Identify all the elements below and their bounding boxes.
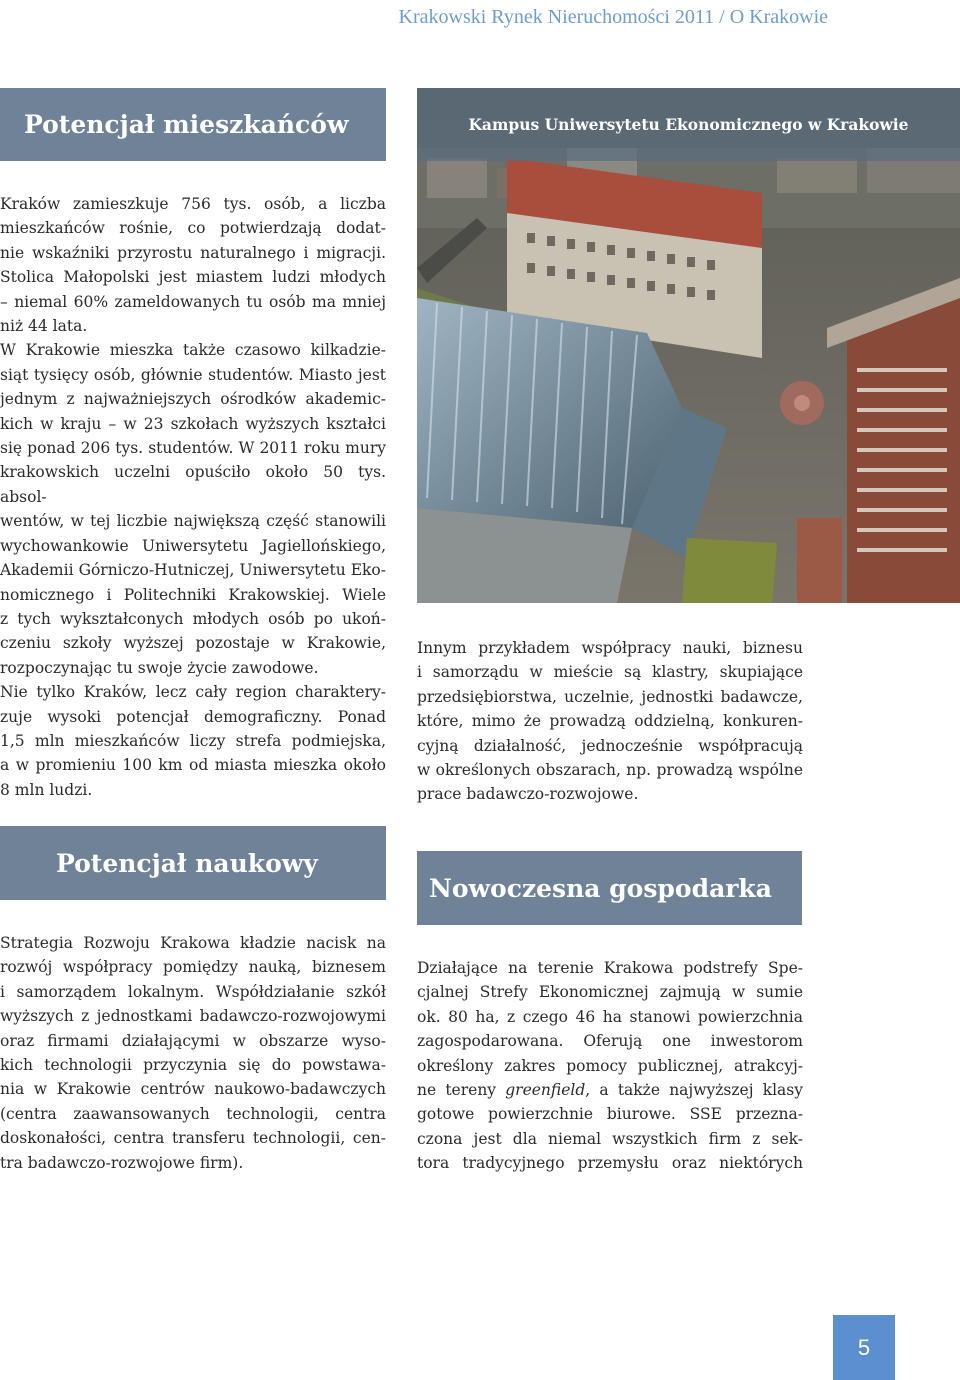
text-line: Działające na terenie Krakowa podstrefy Spe- (417, 959, 803, 977)
text-line: Strategia Rozwoju Krakowa kładzie nacisk na (0, 934, 386, 952)
text-line: W Krakowie mieszka także czasowo kilkadzie- (0, 341, 386, 360)
text-line: czona jest dla niemal wszystkich firm z sek- (417, 1129, 803, 1148)
text-line: się ponad 206 tys. studentów. W 2011 roku mury (0, 439, 386, 458)
economy-paragraph (417, 956, 803, 1176)
text-line: Stolica Małopolski jest miastem ludzi młodych (0, 268, 386, 287)
text-line: 1,5 mln mieszkańców liczy strefa podmiejska, (0, 731, 386, 750)
text-line: tora tradycyjnego przemysłu oraz niektórych (417, 1154, 803, 1173)
text-line: czeniu szkoły wyższej pozostaje w Krakowie, (0, 634, 386, 653)
italic-term: greenfield (505, 1081, 586, 1100)
text-line: tra badawczo-rozwojowe firm). (0, 1153, 244, 1172)
text-line: doskonałości, centra transferu technologii, cen- (0, 1129, 386, 1148)
text-line: rozwój współpracy pomiędzy nauką, biznesem (0, 958, 386, 977)
text-line: niż 44 lata. (0, 317, 88, 336)
text-line: cjalnej Strefy Ekonomicznej zajmują w sumie (417, 983, 803, 1002)
text-line: które, mimo że prowadzą oddzielną, konkuren- (417, 712, 803, 731)
cooperation-paragraph (417, 636, 803, 807)
residents-text (0, 192, 386, 802)
text-line: ok. 80 ha, z czego 46 ha stanowi powierzchnia (417, 1007, 803, 1026)
text-line: kich technologii przyczynia się do powstawa- (0, 1056, 386, 1075)
text-line: nie wskaźniki przyrostu naturalnego i migracji. (0, 243, 386, 262)
residents-paragraph-2 (0, 338, 386, 680)
text-line: i samorządem lokalnym. Współdziałanie szkół (0, 982, 386, 1001)
text-line: nia w Krakowie centrów naukowo-badawczych (0, 1080, 386, 1099)
text-line: zuje wysoki potencjał demograficzny. Ponad (0, 707, 386, 726)
cooperation-text (417, 636, 803, 807)
science-text (0, 931, 386, 1175)
text-line: Innym przykładem współpracy nauki, biznesu (417, 639, 803, 657)
text-line: nomicznego i Politechniki Krakowskiej. Wiele (0, 585, 386, 604)
section-title-science: Potencjał naukowy (0, 826, 386, 900)
text-line: kich w kraju – w 23 szkołach wyższych kształci (0, 414, 386, 433)
text-line: wentów, w tej liczbie największą część stanowili (0, 512, 386, 531)
text-line: Kraków zamieszkuje 756 tys. osób, a liczba (0, 195, 386, 213)
text-line: Akademii Górniczo-Hutniczej, Uniwersytetu Eko- (0, 561, 386, 580)
photo-caption: Kampus Uniwersytetu Ekonomicznego w Krakowie (417, 88, 960, 161)
section-title-residents: Potencjał mieszkańców (0, 88, 386, 161)
text-line: i samorządu w mieście są klastry, skupiające (417, 663, 803, 682)
text-line: przedsiębiorstwa, uczelnie, jednostki badawcze, (417, 687, 803, 706)
text-line-mixed (417, 1078, 803, 1102)
science-paragraph (0, 931, 386, 1175)
text-line: oraz firmami działającymi w obszarze wyso- (0, 1031, 386, 1050)
campus-photo (417, 88, 960, 603)
residents-paragraph-3 (0, 680, 386, 802)
text-line: w określonych obszarach, np. prowadzą wspólne (417, 761, 803, 780)
text-line: mieszkańców rośnie, co potwierdzają dodat- (0, 219, 386, 238)
text-line: określony zakres pomocy publicznej, atrakcyj- (417, 1056, 803, 1075)
text-line: a w promieniu 100 km od miasta mieszka około (0, 756, 386, 775)
text-line: – niemal 60% zameldowanych tu osób ma mniej (0, 292, 386, 311)
text-line: Nie tylko Kraków, lecz cały region charaktery- (0, 683, 386, 702)
text-line: (centra zaawansowanych technologii, centra (0, 1104, 386, 1123)
residents-paragraph-1 (0, 192, 386, 338)
text-line: cyjną działalność, jednocześnie współpracują (417, 736, 803, 755)
text-line: siąt tysięcy osób, głównie studentów. Miasto jest (0, 365, 386, 384)
running-header: Krakowski Rynek Nieruchomości 2011 / O Krakowie (398, 6, 828, 28)
section-title-economy: Nowoczesna gospodarka (417, 851, 802, 925)
text-fragment: ne tereny (417, 1081, 506, 1100)
text-line: jednym z najważniejszych ośrodków akademic- (0, 390, 386, 409)
text-line: rozpoczynając tu swoje życie zawodowe. (0, 658, 319, 677)
text-fragment: , a także najwyższej klasy (585, 1081, 803, 1100)
economy-text (417, 956, 803, 1176)
text-line: krakowskich uczelni opuściło około 50 tys. absol- (0, 463, 386, 506)
text-line: wychowankowie Uniwersytetu Jagiellońskiego, (0, 536, 386, 555)
aerial-campus-image (417, 88, 960, 603)
page-number: 5 (833, 1315, 895, 1380)
text-line: prace badawczo-rozwojowe. (417, 785, 639, 804)
text-line: z tych wykształconych młodych osób po ukoń- (0, 609, 386, 628)
text-line: gotowe powierzchnie biurowe. SSE przezna- (417, 1105, 803, 1124)
text-line: wyższych z jednostkami badawczo-rozwojowymi (0, 1007, 386, 1026)
text-line: zagospodarowana. Oferują one inwestorom (417, 1032, 803, 1051)
text-line: 8 mln ludzi. (0, 780, 93, 799)
